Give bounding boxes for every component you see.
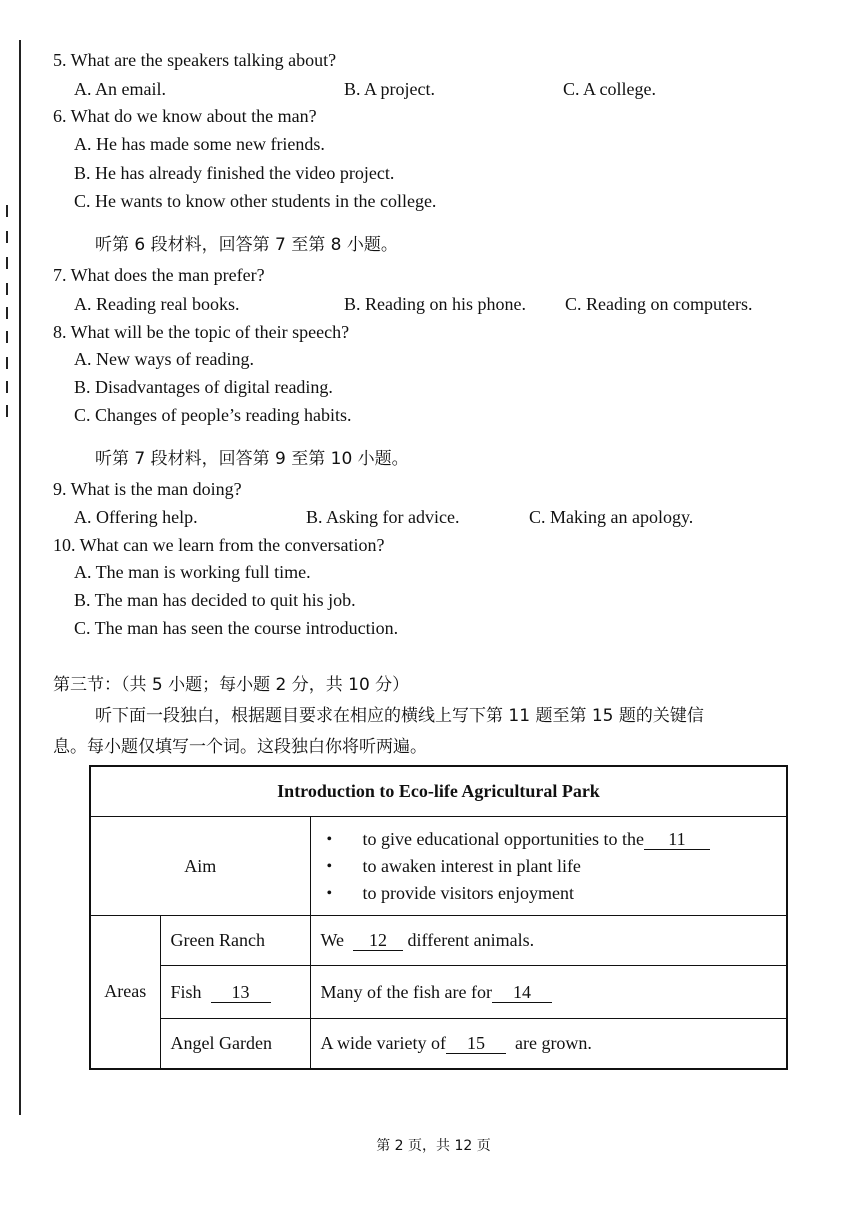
q6-stem: 6. What do we know about the man? xyxy=(53,106,317,126)
row2-text-pre: Many of the fish are for xyxy=(320,981,492,1002)
q5-stem: 5. What are the speakers talking about? xyxy=(53,50,337,70)
q10-option-b: B. The man has decided to quit his job. xyxy=(74,590,356,610)
q9-option-c: C. Making an apology. xyxy=(529,507,694,527)
q10-option-c: C. The man has seen the course introduction. xyxy=(74,618,399,638)
section3-instruction-line1: 听下面一段独白，根据题目要求在相应的横线上写下第 11 题至第 15 题的关键信 xyxy=(95,706,704,726)
q8-option-b: B. Disadvantages of digital reading. xyxy=(74,377,333,397)
q10-stem: 10. What can we learn from the conversation? xyxy=(53,535,385,555)
section3-instruction-line2: 息。每小题仅填写一个词。这段独白你将听两遍。 xyxy=(53,737,427,757)
q5-option-c: C. A college. xyxy=(563,79,656,99)
listening-intro-7: 听第 7 段材料，回答第 9 至第 10 小题。 xyxy=(95,449,409,469)
section3-heading: 第三节：（共 5 小题；每小题 2 分，共 10 分） xyxy=(53,675,410,695)
aim-item xyxy=(325,826,777,853)
aim-list xyxy=(321,826,777,907)
row1-text-pre: We xyxy=(320,930,345,950)
answer-blank-15[interactable]: 15 xyxy=(446,1033,506,1054)
listening-intro-6: 听第 6 段材料，回答第 7 至第 8 小题。 xyxy=(95,235,398,255)
areas-label: Areas xyxy=(90,916,160,1069)
q6-option-c: C. He wants to know other students in the college. xyxy=(74,191,437,211)
area-green-ranch: Green Ranch xyxy=(160,916,310,966)
q9-option-b: B. Asking for advice. xyxy=(306,507,460,527)
q7-option-b: B. Reading on his phone. xyxy=(344,294,526,314)
q9-option-a: A. Offering help. xyxy=(74,507,198,527)
q5-option-a: A. An email. xyxy=(74,79,166,99)
answer-blank-13[interactable]: 13 xyxy=(211,982,271,1003)
aim-label: Aim xyxy=(90,817,310,916)
aim-item: • to awaken interest in plant life xyxy=(325,853,777,880)
answer-blank-11[interactable]: 11 xyxy=(644,829,710,850)
q6-option-b: B. He has already finished the video project. xyxy=(74,163,395,183)
answer-blank-14[interactable]: 14 xyxy=(492,982,552,1003)
q10-option-a: A. The man is working full time. xyxy=(74,562,311,582)
aim-list-cell xyxy=(310,817,787,916)
area-angel-garden-desc xyxy=(310,1019,787,1069)
area-angel-garden: Angel Garden xyxy=(160,1019,310,1069)
q9-stem: 9. What is the man doing? xyxy=(53,479,242,499)
q5-option-b: B. A project. xyxy=(344,79,435,99)
row3-text-post: are grown. xyxy=(514,1032,592,1053)
table-title: Introduction to Eco-life Agricultural Park xyxy=(90,766,787,817)
area-fish-desc xyxy=(310,966,787,1019)
q7-option-a: A. Reading real books. xyxy=(74,294,240,314)
area-green-ranch-desc xyxy=(310,916,787,966)
area-fish-label: Fish xyxy=(170,981,202,1002)
row1-text-post: different animals. xyxy=(407,930,535,950)
q7-option-c: C. Reading on computers. xyxy=(565,294,753,314)
aim-item-text: to give educational opportunities to the xyxy=(362,828,644,849)
q8-option-a: A. New ways of reading. xyxy=(74,349,254,369)
q6-option-a: A. He has made some new friends. xyxy=(74,134,325,154)
area-fish xyxy=(160,966,310,1019)
binding-margin-line xyxy=(19,40,21,1115)
q7-stem: 7. What does the man prefer? xyxy=(53,265,265,285)
aim-item: • to provide visitors enjoyment xyxy=(325,880,777,907)
q8-stem: 8. What will be the topic of their speech? xyxy=(53,322,350,342)
row3-text-pre: A wide variety of xyxy=(320,1032,446,1053)
info-table xyxy=(89,765,788,1070)
answer-blank-12[interactable]: 12 xyxy=(353,930,403,951)
page-footer: 第 2 页，共 12 页 xyxy=(376,1138,491,1154)
q8-option-c: C. Changes of people’s reading habits. xyxy=(74,405,352,425)
